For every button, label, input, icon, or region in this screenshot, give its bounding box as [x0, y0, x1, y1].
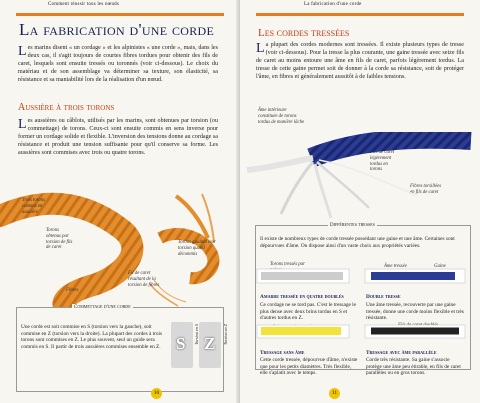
section-heading-tressees: Les cordes tressées — [258, 27, 350, 39]
torsion-s-letter: S — [176, 334, 186, 353]
blue-braided-rope-photo — [241, 132, 480, 222]
label-gaine: Gaine — [434, 264, 446, 269]
callout-fibres-lambees: Fibres torsillées en fils de caret — [410, 184, 442, 195]
left-running-head: Comment réussir tous les nœuds — [48, 2, 119, 7]
right-accent-bar — [256, 13, 464, 16]
tresses-samples-top — [255, 267, 469, 289]
intro-dropcap: L — [18, 44, 27, 59]
torsion-s-sample — [171, 322, 193, 368]
aussiere-paragraph — [18, 118, 218, 158]
type-text-2: Une âme tressée, recouverte par une gaine tressée, donne une corde moins flexible et très résistante. — [366, 302, 464, 322]
type-title-3: Tressage sans âme — [260, 350, 305, 356]
callout-trois-torons: Trois torons commis en aussière — [22, 198, 45, 215]
callout-fils-de-caret: Fils de caret légèrement tordus en torons — [370, 150, 395, 173]
left-accent-bar — [16, 13, 224, 16]
right-page-number: 11 — [329, 388, 340, 399]
left-page-number: 10 — [151, 388, 162, 399]
type-text-3: Cette corde tressée, dépourvue d'âme, n'existe que pour les petits diamètres. Très flexible, elle s'aplatit avec le temps. — [260, 357, 358, 377]
type-title-4: Tressage avec âme parallèle — [366, 350, 437, 356]
aussiere-dropcap: L — [18, 117, 27, 132]
type-text-4: Corde très résistante. Sa gaine s'associe protège une âme peu étirable, en fils de caret parallèles ou en gros torons. — [366, 357, 461, 377]
callout-torons-guidant: Torons guidant leur torsion quand décommis — [178, 240, 216, 257]
intro-text: es marins disent « un cordage » et les alpinistes « une corde », mais, dans les deux cas, il s'agit toujours de courtes fibres tordues pour obtenir des fils de caret, lesquels sont ensuite tressés ou toronnés (voir ci-dessous). Le choix du matériau et de son assemblage va déterminer sa texture, son élasticité, sa résistance et sa maniabilité lors de la réalisation d'un nœud. — [18, 45, 218, 83]
callout-fil-de-caret: Fil de caret résultant de la torsion de fibres — [128, 271, 160, 288]
callout-ame-interieure: Âme intérieure constituée de torons tordus de manière lâche — [258, 108, 305, 125]
callout-torons-tresses: Torons tressés en gaine — [434, 138, 462, 149]
tressees-paragraph — [256, 42, 464, 82]
torsion-z-sample — [199, 322, 221, 368]
type-title-2: Double tresse — [366, 294, 401, 300]
tresses-box-title: Différentes tresses — [330, 223, 375, 228]
intro-paragraph — [18, 45, 218, 85]
torsion-s-label: Torsion en S — [194, 324, 199, 345]
type-title-1: Amarre tressée en quatre doublés — [260, 294, 344, 300]
tresses-samples-bottom — [255, 323, 469, 341]
torsion-z-letter: Z — [204, 334, 216, 353]
page-title: La fabrication d'une corde — [19, 20, 215, 39]
aussiere-text: es aussières ou câblots, utilisés par les marins, sont obtenues par torsion (ou commettage) de torons. Ceux-ci sont ensuite commis en sens inverse pour former un cordage solide et flexible. L'inversion des tensions donne au cordage sa résistance et produit une tension suffisante pour qu'il conserve sa forme. Les aussières sont commises avec trois ou quatre torons. — [18, 118, 218, 156]
label-torons-paires: Torons tressés par — [270, 262, 305, 267]
callout-torons-obtenus: Torons obtenus par torsion de fils de caret — [46, 228, 73, 251]
label-ame-tressee: Âme tressée — [384, 264, 407, 269]
tresses-box — [255, 223, 471, 377]
commettage-box — [16, 305, 228, 392]
section-heading-aussiere: Aussière à trois torons — [18, 102, 115, 113]
type-text-1: Ce cordage ne se tord pas. C'est le tressage le plus dense avec deux brins tordus en S et d'autres tordus en Z. — [260, 302, 356, 322]
torsion-z-label: Torsion en Z — [223, 324, 228, 346]
tressees-dropcap: L — [256, 41, 265, 56]
orange-rope-photo — [0, 168, 240, 308]
right-running-head: La fabrication d'une corde — [304, 2, 362, 7]
commettage-box-title: Commettage d'une corde — [74, 305, 131, 310]
callout-fibres: Fibres — [66, 288, 79, 293]
tresses-intro: Il existe de nombreux types de corde tressée possédant une gaine et une âme. Certaines sont dépourvues d'âme. On dispose ainsi d'un vaste choix aux propriétés variées. — [260, 236, 455, 249]
commettage-text: Une corde est soit commise en S (torsion vers la gauche), soit commise en Z (torsion vers la droite). La plupart des cordes à trois torons sont commises en Z. Le plus souvent, seul un guide sera commis en S. Il partir de trois aussières commises ensemble en Z. — [21, 324, 163, 350]
tressees-text: a plupart des cordes modernes sont tressées. Il existe plusieurs types de tresse (voir ci-dessous). Pour la tresse la plus courante, une gaine tressée avec seize fils de caret au moins entoure une âme en fils de caret, parfois légèrement tordus. La tresse de cette gaine permet soit de donner à la corde sa résistance, soit de protéger l'âme, en fibres et généralement aussitôt à de faibles tensions. — [256, 42, 464, 80]
